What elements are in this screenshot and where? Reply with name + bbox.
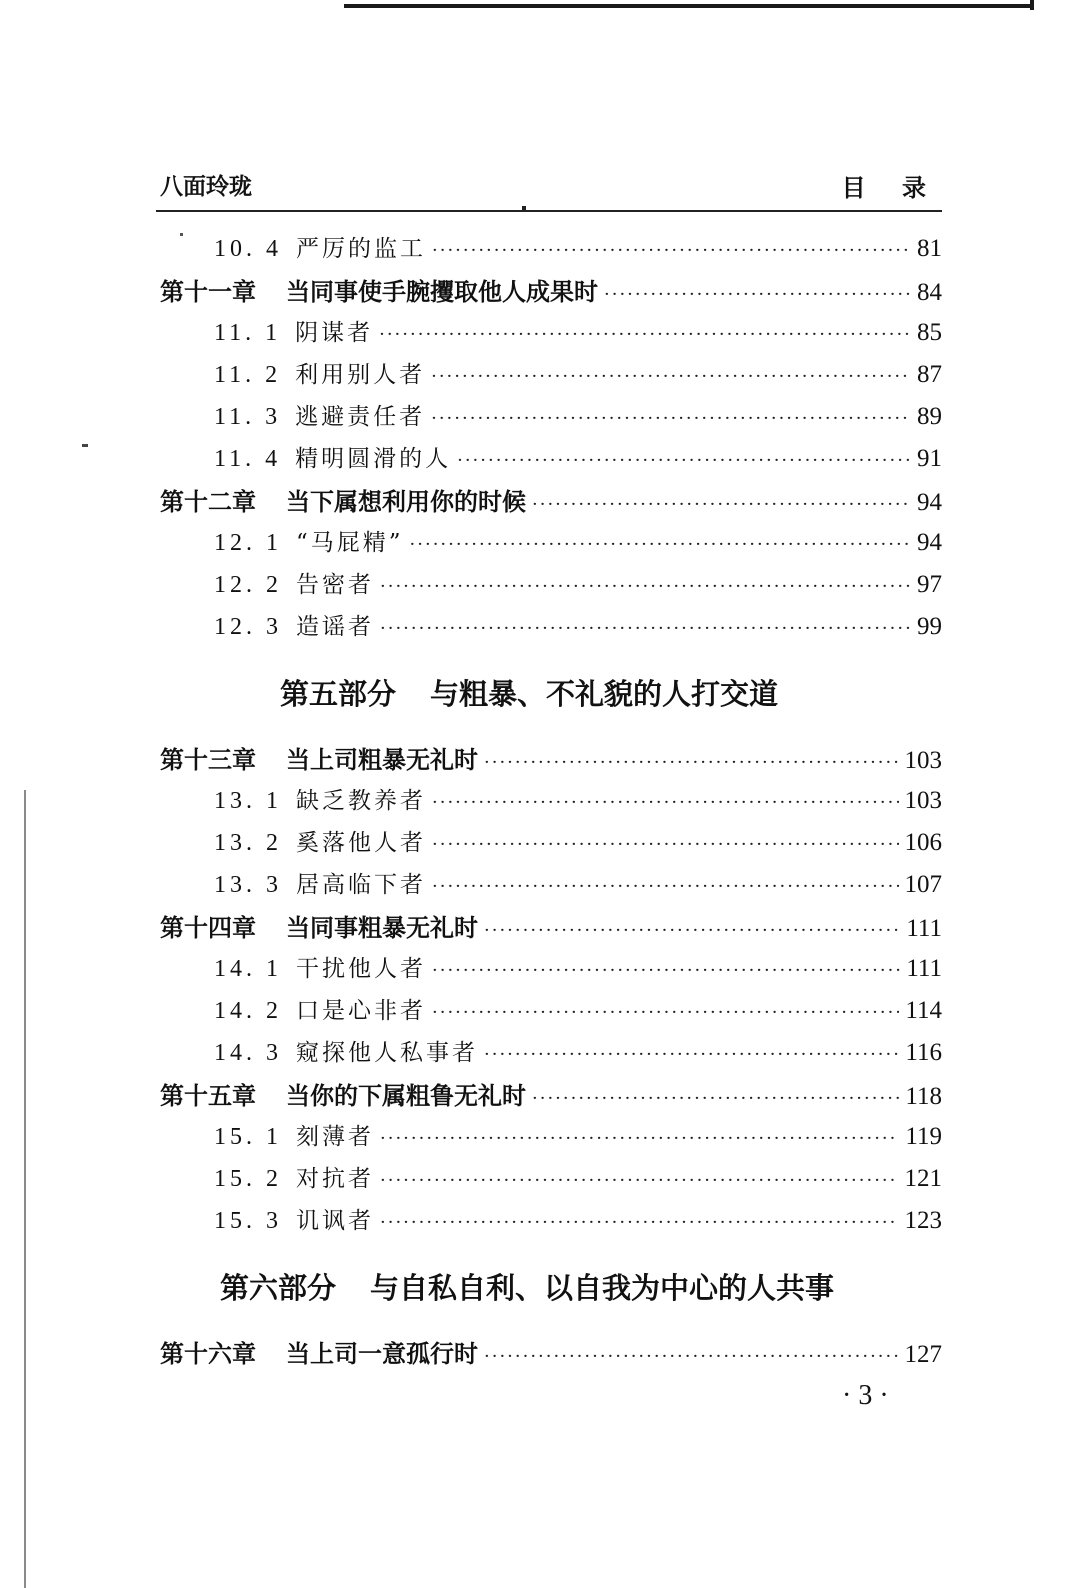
chapter-number: 第十二章 xyxy=(160,488,256,516)
toc-section-entry[interactable] xyxy=(214,524,942,558)
section-title: 缺乏教养者 xyxy=(296,788,426,814)
section-title: 告密者 xyxy=(296,572,374,598)
toc-section-entry[interactable] xyxy=(214,608,942,642)
dot-leader xyxy=(380,1212,899,1233)
dot-leader xyxy=(484,752,899,773)
section-title: 目 录 xyxy=(841,174,940,202)
toc-section-entry[interactable] xyxy=(214,1118,942,1152)
section-number: 15. 3 xyxy=(214,1208,282,1234)
entry-label xyxy=(214,314,373,347)
page-ref: 119 xyxy=(905,1123,942,1150)
dot-leader xyxy=(380,1170,899,1191)
chapter-number: 第十五章 xyxy=(160,1082,256,1110)
chapter-number: 第十六章 xyxy=(160,1340,256,1368)
toc-chapter-entry[interactable] xyxy=(160,908,942,942)
entry-label xyxy=(214,1118,374,1151)
dot-leader xyxy=(432,1002,899,1023)
toc-section-entry[interactable] xyxy=(214,314,942,348)
page-ref: 84 xyxy=(917,279,942,306)
toc-section-entry[interactable] xyxy=(214,440,942,474)
entry-label xyxy=(214,950,426,983)
section-number: 15. 1 xyxy=(214,1124,282,1150)
page-ref: 97 xyxy=(917,571,942,598)
dot-leader xyxy=(431,408,911,429)
entry-label xyxy=(214,1160,374,1193)
dot-leader xyxy=(432,792,899,813)
entry-label xyxy=(214,992,426,1025)
scan-speck xyxy=(82,444,88,447)
dot-leader xyxy=(532,1088,899,1109)
toc-section-entry[interactable] xyxy=(214,824,942,858)
page-ref: 94 xyxy=(917,529,942,556)
page-ref: 121 xyxy=(904,1165,942,1192)
page-ref: 118 xyxy=(905,1083,942,1110)
entry-label xyxy=(214,398,425,431)
chapter-title: 当上司一意孤行时 xyxy=(286,1340,478,1368)
header-rule-mark xyxy=(522,206,526,210)
part-number: 第五部分 xyxy=(280,677,397,711)
dot-leader xyxy=(432,240,911,261)
toc-section-entry[interactable] xyxy=(214,950,942,984)
section-title: 口是心非者 xyxy=(296,998,426,1024)
chapter-title: 当同事粗暴无礼时 xyxy=(286,914,478,942)
chapter-title: 当下属想利用你的时候 xyxy=(286,488,526,516)
page-ref: 99 xyxy=(917,613,942,640)
section-number: 11. 1 xyxy=(214,320,282,346)
toc-chapter-entry[interactable] xyxy=(160,1076,942,1110)
part-heading xyxy=(280,672,778,713)
section-number: 12. 2 xyxy=(214,572,282,598)
chapter-number: 第十一章 xyxy=(160,278,256,306)
entry-label xyxy=(214,356,425,389)
entry-label xyxy=(214,230,426,263)
dot-leader xyxy=(532,494,911,515)
running-header xyxy=(160,168,940,204)
section-number: 14. 2 xyxy=(214,998,282,1024)
entry-label xyxy=(160,740,478,775)
toc-section-entry[interactable] xyxy=(214,230,942,264)
chapter-title: 当你的下属粗鲁无礼时 xyxy=(286,1082,526,1110)
section-title: 居高临下者 xyxy=(296,872,426,898)
toc-section-entry[interactable] xyxy=(214,782,942,816)
dot-leader xyxy=(379,324,911,345)
page-ref: 87 xyxy=(917,361,942,388)
section-title: 讥讽者 xyxy=(296,1208,374,1234)
section-number: 11. 4 xyxy=(214,446,282,472)
section-number: 15. 2 xyxy=(214,1166,282,1192)
page-number: · 3 · xyxy=(842,1380,889,1411)
entry-label xyxy=(160,272,598,307)
section-title: 刻薄者 xyxy=(296,1124,374,1150)
section-title: 精明圆滑的人 xyxy=(295,446,452,472)
section-title: 阴谋者 xyxy=(295,320,374,346)
toc-section-entry[interactable] xyxy=(214,1034,942,1068)
toc-section-entry[interactable] xyxy=(214,866,942,900)
dot-leader xyxy=(432,834,899,855)
dot-leader xyxy=(604,284,911,305)
entry-label xyxy=(160,1334,478,1369)
section-title: 造谣者 xyxy=(296,614,374,640)
dot-leader xyxy=(432,876,899,897)
entry-label xyxy=(214,782,426,815)
dot-leader xyxy=(484,1044,899,1065)
toc-chapter-entry[interactable] xyxy=(160,1334,942,1368)
dot-leader xyxy=(432,960,900,981)
page-ref: 107 xyxy=(904,871,942,898)
section-number: 11. 2 xyxy=(214,362,282,388)
dot-leader xyxy=(431,366,911,387)
section-title: “马屁精” xyxy=(296,530,404,556)
dot-leader xyxy=(380,1128,899,1149)
page-ref: 111 xyxy=(906,955,942,982)
section-title: 利用别人者 xyxy=(295,362,426,388)
dot-leader xyxy=(380,576,911,597)
entry-label xyxy=(160,482,526,517)
chapter-title: 当同事使手腕攫取他人成果时 xyxy=(286,278,598,306)
page-ref: 85 xyxy=(917,319,942,346)
scan-speck xyxy=(180,233,183,236)
entry-label xyxy=(214,866,426,899)
section-title: 干扰他人者 xyxy=(296,956,426,982)
page-ref: 89 xyxy=(917,403,942,430)
entry-label xyxy=(214,1034,478,1067)
toc-section-entry[interactable] xyxy=(214,356,942,390)
section-number: 12. 1 xyxy=(214,530,282,556)
page-ref: 127 xyxy=(904,1341,942,1368)
toc-section-entry[interactable] xyxy=(214,566,942,600)
part-heading xyxy=(220,1266,834,1307)
chapter-title: 当上司粗暴无礼时 xyxy=(286,746,478,774)
dot-leader xyxy=(457,450,911,471)
section-title: 窥探他人私事者 xyxy=(296,1040,478,1066)
dot-leader xyxy=(484,920,900,941)
section-number: 13. 3 xyxy=(214,872,282,898)
part-title: 与粗暴、不礼貌的人打交道 xyxy=(430,677,779,711)
chapter-number: 第十四章 xyxy=(160,914,256,942)
part-title: 与自私自利、以自我为中心的人共事 xyxy=(370,1271,835,1305)
dot-leader xyxy=(380,618,911,639)
page-ref: 94 xyxy=(917,489,942,516)
section-number: 14. 1 xyxy=(214,956,282,982)
toc-chapter-entry[interactable] xyxy=(160,482,942,516)
section-number: 13. 1 xyxy=(214,788,282,814)
page-ref: 123 xyxy=(904,1207,942,1234)
page-ref: 103 xyxy=(904,787,942,814)
page-ref: 111 xyxy=(906,915,942,942)
header-rule xyxy=(156,210,942,212)
entry-label xyxy=(160,1076,526,1111)
scan-top-edge xyxy=(344,4,1034,8)
entry-label xyxy=(214,608,374,641)
section-title: 奚落他人者 xyxy=(296,830,426,856)
section-title: 逃避责任者 xyxy=(295,404,426,430)
page-ref: 91 xyxy=(917,445,942,472)
toc-section-entry[interactable] xyxy=(214,992,942,1026)
scan-left-edge xyxy=(24,790,26,1588)
toc-chapter-entry[interactable] xyxy=(160,272,942,306)
toc-chapter-entry[interactable] xyxy=(160,740,942,774)
part-number: 第六部分 xyxy=(220,1271,337,1305)
toc-section-entry[interactable] xyxy=(214,1202,942,1236)
toc-section-entry[interactable] xyxy=(214,398,942,432)
book-title: 八面玲珑 xyxy=(160,174,252,200)
entry-label xyxy=(160,908,478,943)
section-number: 13. 2 xyxy=(214,830,282,856)
toc-section-entry[interactable] xyxy=(214,1160,942,1194)
page-ref: 106 xyxy=(904,829,942,856)
chapter-number: 第十三章 xyxy=(160,746,256,774)
section-number: 11. 3 xyxy=(214,404,282,430)
page-ref: 81 xyxy=(917,235,942,262)
entry-label xyxy=(214,440,451,473)
page-ref: 114 xyxy=(905,997,942,1024)
page-ref: 103 xyxy=(904,747,942,774)
section-title: 严厉的监工 xyxy=(296,236,426,262)
entry-label xyxy=(214,524,404,557)
scan-top-edge-tick xyxy=(1030,0,1034,10)
entry-label xyxy=(214,1202,374,1235)
dot-leader xyxy=(484,1346,899,1367)
section-number: 10. 4 xyxy=(214,236,282,262)
entry-label xyxy=(214,566,374,599)
section-number: 12. 3 xyxy=(214,614,282,640)
page-ref: 116 xyxy=(905,1039,942,1066)
entry-label xyxy=(214,824,426,857)
section-title: 对抗者 xyxy=(296,1166,374,1192)
dot-leader xyxy=(410,534,911,555)
section-number: 14. 3 xyxy=(214,1040,282,1066)
